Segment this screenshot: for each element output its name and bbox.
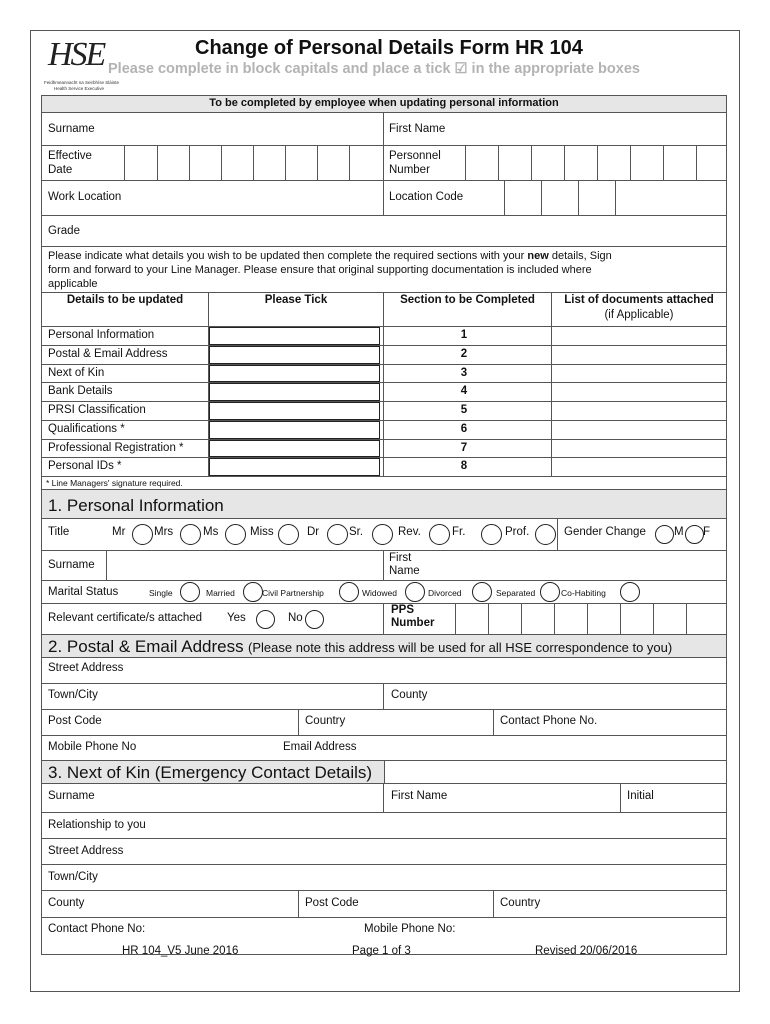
work-location-label: Work Location: [48, 191, 122, 203]
s2-contact-phone-label: Contact Phone No.: [500, 715, 598, 727]
marital-option-label: Single: [149, 588, 173, 598]
personnel-digit-box[interactable]: [531, 145, 532, 180]
pps-digit-box[interactable]: [554, 603, 555, 634]
cert-label: Relevant certificate/s attached: [48, 612, 203, 624]
location-code-box[interactable]: [578, 180, 579, 215]
documents-attached-input[interactable]: [552, 458, 726, 476]
gender-f-radio[interactable]: [685, 525, 704, 544]
detail-row-label: Postal & Email Address: [48, 347, 168, 360]
form-subtitle: Please complete in block capitals and place a tick ☑ in the appropriate boxes: [108, 61, 640, 77]
title-mr-radio[interactable]: [132, 524, 153, 545]
section-number: 2: [460, 347, 468, 360]
personnel-digit-box[interactable]: [498, 145, 499, 180]
title-fr-radio[interactable]: [481, 524, 502, 545]
date-digit-box[interactable]: [285, 145, 286, 180]
section-number: 1: [460, 329, 468, 341]
detail-row-label: Bank Details: [48, 385, 113, 398]
documents-attached-input[interactable]: [552, 421, 726, 439]
s2-email-label: Email Address: [283, 741, 357, 753]
documents-attached-input[interactable]: [552, 383, 726, 401]
marital-divorced-radio[interactable]: [472, 582, 492, 602]
personnel-digit-box[interactable]: [597, 145, 598, 180]
tick-box[interactable]: [209, 346, 380, 364]
section3-heading: 3. Next of Kin (Emergency Contact Details): [48, 763, 373, 782]
pps-digit-box[interactable]: [653, 603, 654, 634]
detail-row-label: Personal IDs *: [48, 460, 122, 473]
marital-option-label: Civil Partnership: [262, 588, 324, 598]
pps-digit-box[interactable]: [521, 603, 522, 634]
title-option-label: Sr.: [349, 526, 364, 538]
pps-digit-box[interactable]: [620, 603, 621, 634]
form-title: Change of Personal Details Form HR 104: [195, 37, 583, 59]
documents-attached-input[interactable]: [552, 402, 726, 420]
surname-label: Surname: [48, 123, 95, 135]
detail-row-label: Next of Kin: [48, 366, 105, 379]
marital-married-radio[interactable]: [243, 582, 263, 602]
gender-change-label: Gender Change: [564, 526, 646, 538]
gender-m-radio[interactable]: [655, 525, 674, 544]
personnel-digit-box[interactable]: [663, 145, 664, 180]
employee-heading: To be completed by employee when updating personal information: [209, 97, 559, 109]
section-number: 4: [460, 385, 468, 398]
s3-country-label: Country: [500, 897, 541, 909]
s3-first-name-label: First Name: [391, 790, 448, 802]
col-docs-subheader: (if Applicable): [604, 309, 674, 321]
marital-single-radio[interactable]: [180, 582, 200, 602]
tick-box[interactable]: [209, 327, 380, 345]
cert-no-radio[interactable]: [305, 610, 324, 629]
date-digit-box[interactable]: [189, 145, 190, 180]
title-dr-radio[interactable]: [327, 524, 348, 545]
s2-country-label: Country: [305, 715, 346, 727]
location-code-box[interactable]: [541, 180, 542, 215]
col-docs-header: List of documents attached: [564, 294, 714, 306]
hse-logo-caption: Feidhmeannacht na Seirbhíse Sláinte Health Service Executive: [44, 80, 120, 91]
date-digit-box[interactable]: [157, 145, 158, 180]
s3-town-label: Town/City: [48, 871, 98, 883]
title-option-label: Rev.: [398, 526, 421, 538]
marital-co-habiting-radio[interactable]: [620, 582, 640, 602]
footer-page: Page 1 of 3: [352, 945, 411, 957]
marital-option-label: Divorced: [428, 588, 462, 598]
documents-attached-input[interactable]: [552, 346, 726, 364]
personnel-digit-box[interactable]: [465, 145, 466, 180]
marital-option-label: Co-Habiting: [561, 588, 606, 598]
personnel-digit-box[interactable]: [630, 145, 631, 180]
date-digit-box[interactable]: [221, 145, 222, 180]
tick-box[interactable]: [209, 383, 380, 401]
pps-digit-box[interactable]: [587, 603, 588, 634]
date-digit-box[interactable]: [124, 145, 125, 180]
section-number: 3: [460, 366, 468, 379]
s3-mobile-label: Mobile Phone No:: [364, 923, 456, 935]
section1-heading: 1. Personal Information: [48, 496, 224, 515]
col-details-header: Details to be updated: [66, 294, 184, 306]
documents-attached-input[interactable]: [552, 365, 726, 383]
documents-attached-input[interactable]: [552, 327, 726, 345]
s2-county-label: County: [391, 689, 428, 701]
hse-logo: HSE: [48, 36, 105, 73]
marital-option-label: Separated: [496, 588, 536, 598]
location-code-box[interactable]: [615, 180, 616, 215]
title-prof-radio[interactable]: [535, 524, 556, 545]
col-section-header: Section to be Completed: [400, 294, 535, 306]
footer-version: HR 104_V5 June 2016: [122, 945, 239, 957]
gender-f-label: F: [703, 526, 711, 538]
detail-row-label: PRSI Classification: [48, 404, 146, 416]
documents-attached-input[interactable]: [552, 440, 726, 458]
tick-box[interactable]: [209, 458, 380, 476]
marital-option-label: Widowed: [362, 588, 397, 598]
col-tick-header: Please Tick: [264, 294, 328, 306]
title-miss-radio[interactable]: [278, 524, 299, 545]
title-option-label: Prof.: [505, 526, 530, 538]
detail-row-label: Personal Information: [48, 329, 155, 341]
marital-option-label: Married: [206, 588, 235, 598]
title-option-label: Ms: [203, 526, 219, 538]
personnel-digit-box[interactable]: [564, 145, 565, 180]
section2-heading: 2. Postal & Email Address (Please note this address will be used for all HSE correspondence to you): [48, 637, 673, 656]
s1-first-name-label: First Name: [389, 552, 420, 577]
gender-m-label: M: [674, 526, 684, 538]
title-option-label: Dr: [307, 526, 320, 538]
cert-yes-radio[interactable]: [256, 610, 275, 629]
date-digit-box[interactable]: [349, 145, 350, 180]
marital-status-label: Marital Status: [48, 586, 119, 598]
yes-label: Yes: [227, 612, 246, 624]
instructions: Please indicate what details you wish to be updated then complete the required sections with your new details, Sign form and forward to your Line Manager. Please ensure that original supporting documentation is included where applicable: [48, 250, 612, 290]
title-sr-radio[interactable]: [372, 524, 393, 545]
s2-town-label: Town/City: [48, 689, 98, 701]
footer-revised: Revised 20/06/2016: [535, 945, 638, 957]
s3-street-label: Street Address: [48, 845, 124, 857]
title-ms-radio[interactable]: [225, 524, 246, 545]
s2-postcode-label: Post Code: [48, 715, 102, 727]
first-name-label: First Name: [389, 123, 446, 135]
no-label: No: [288, 612, 303, 624]
effective-date-label: Effective Date: [48, 150, 92, 176]
section-number: 5: [460, 404, 468, 416]
tick-box[interactable]: [209, 440, 380, 458]
detail-row-label: Professional Registration *: [48, 441, 184, 454]
s3-surname-label: Surname: [48, 790, 95, 802]
s3-postcode-label: Post Code: [305, 897, 359, 909]
title-option-label: Mrs: [154, 526, 174, 538]
title-mrs-radio[interactable]: [180, 524, 201, 545]
pps-label: PPS Number: [391, 604, 435, 629]
section-number: 8: [460, 460, 468, 473]
tick-box[interactable]: [209, 421, 380, 439]
section-number: 6: [460, 422, 468, 435]
s3-relationship-label: Relationship to you: [48, 819, 146, 831]
footnote: * Line Managers' signature required.: [46, 478, 183, 488]
s3-contact-phone-label: Contact Phone No:: [48, 923, 146, 935]
tick-box[interactable]: [209, 402, 380, 420]
title-option-label: Mr: [112, 526, 126, 538]
date-digit-box[interactable]: [317, 145, 318, 180]
date-digit-box[interactable]: [253, 145, 254, 180]
marital-widowed-radio[interactable]: [405, 582, 425, 602]
s2-street-label: Street Address: [48, 662, 124, 674]
pps-digit-box[interactable]: [686, 603, 687, 634]
location-code-label: Location Code: [389, 191, 464, 203]
s2-mobile-label: Mobile Phone No: [48, 741, 137, 753]
tick-box[interactable]: [209, 365, 380, 383]
personnel-number-label: Personnel Number: [389, 150, 441, 176]
title-option-label: Miss: [250, 526, 274, 538]
title-label: Title: [48, 526, 70, 538]
title-option-label: Fr.: [452, 526, 466, 538]
personnel-digit-box[interactable]: [696, 145, 697, 180]
title-rev-radio[interactable]: [429, 524, 450, 545]
marital-separated-radio[interactable]: [540, 582, 560, 602]
grade-label: Grade: [48, 225, 80, 237]
location-code-box[interactable]: [504, 180, 505, 215]
pps-digit-box[interactable]: [488, 603, 489, 634]
s3-initial-label: Initial: [627, 790, 654, 802]
pps-digit-box[interactable]: [455, 603, 456, 634]
detail-row-label: Qualifications *: [48, 422, 125, 435]
marital-civil-partnership-radio[interactable]: [339, 582, 359, 602]
section-number: 7: [460, 441, 468, 454]
s1-surname-input[interactable]: [107, 551, 382, 579]
s1-surname-label: Surname: [48, 559, 95, 571]
s3-county-label: County: [48, 897, 85, 909]
